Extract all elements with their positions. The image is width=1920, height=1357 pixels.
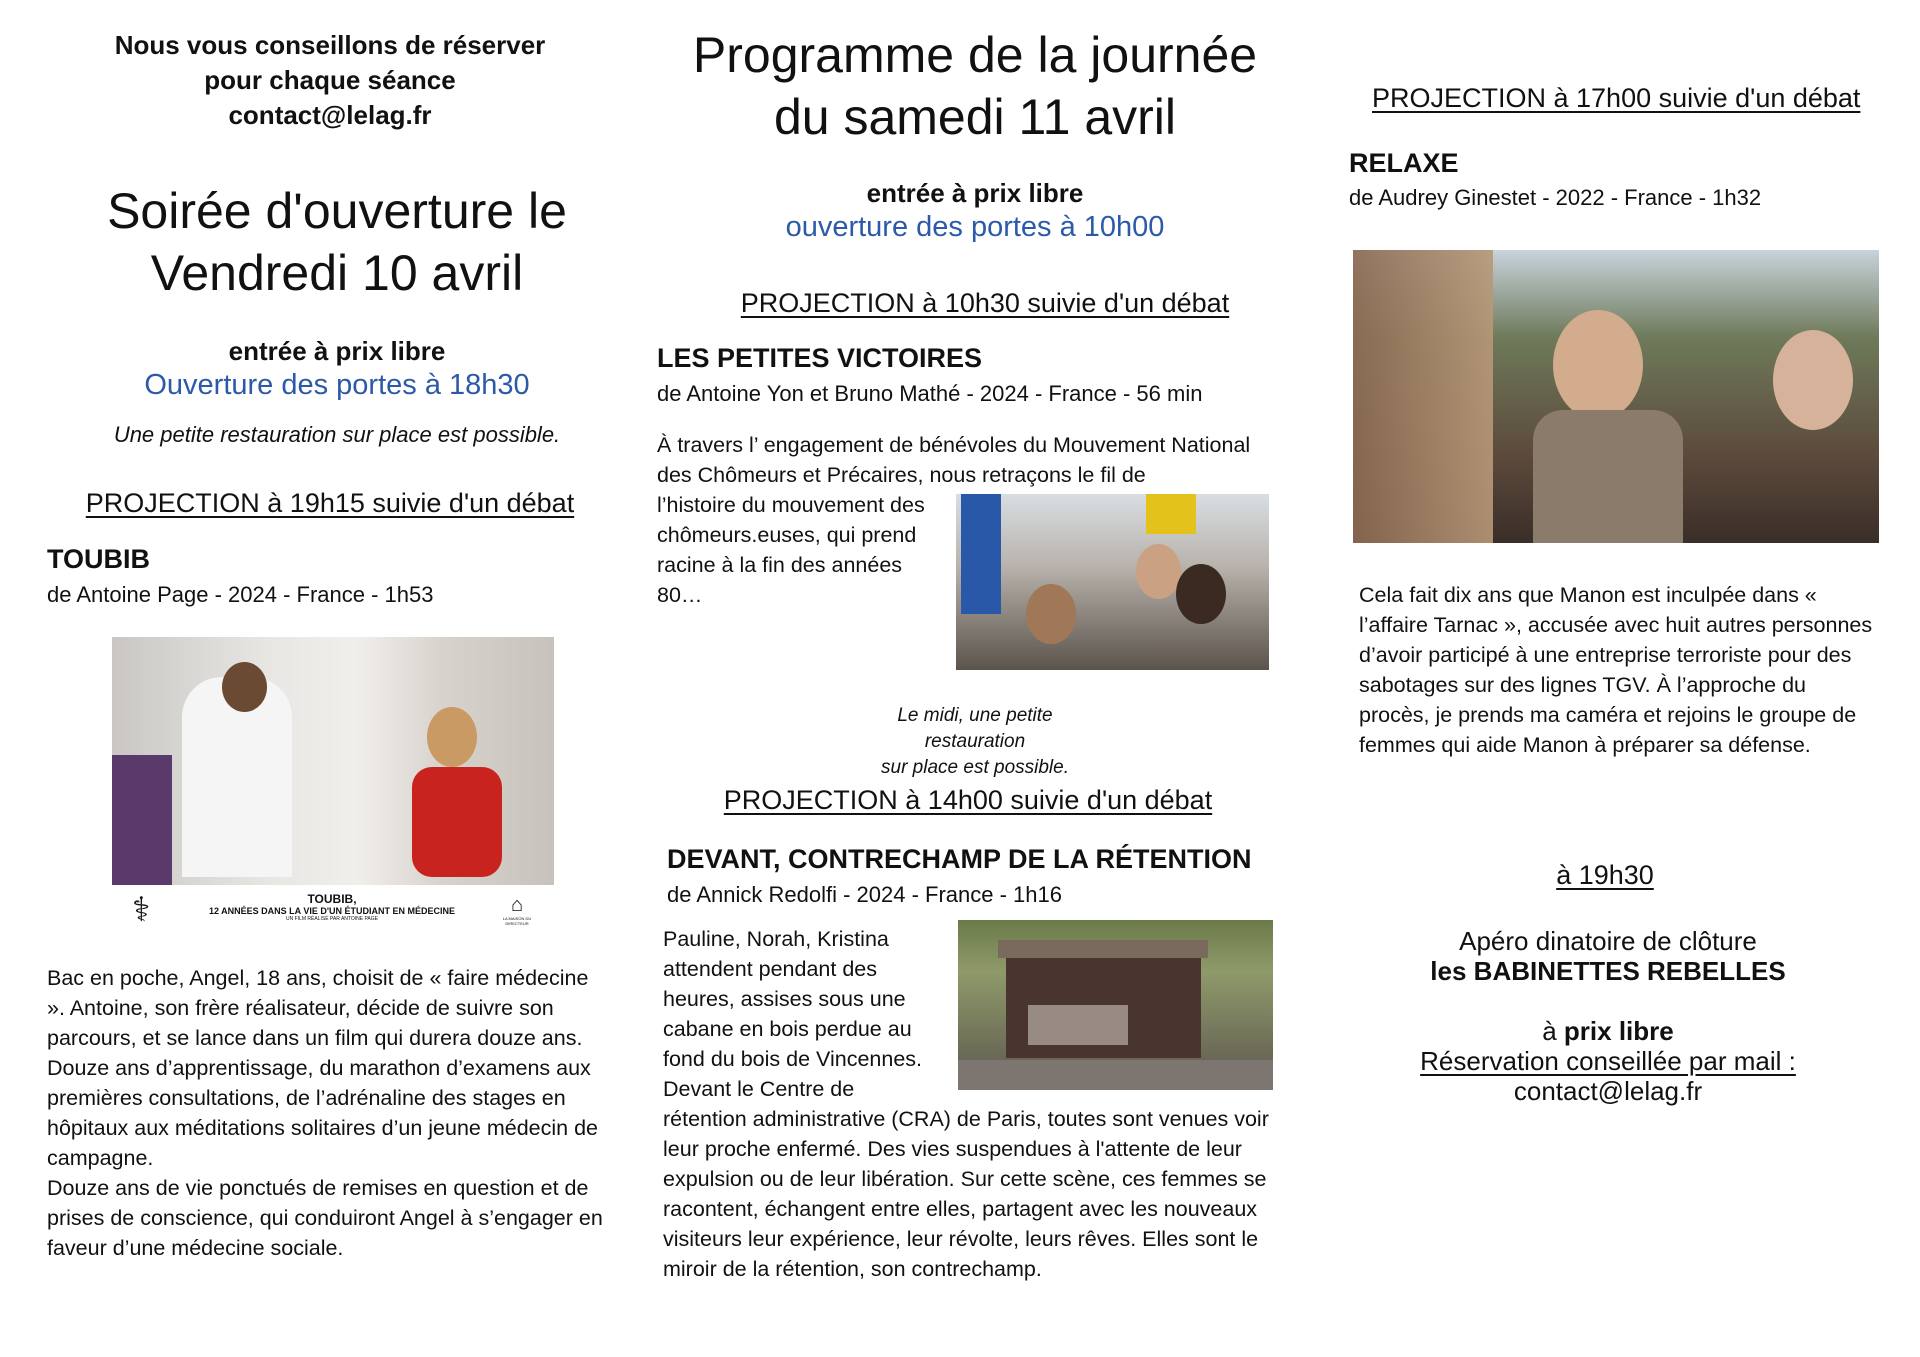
reserve-line: Nous vous conseillons de réserver — [114, 30, 546, 60]
projection-heading: PROJECTION à 10h30 suivie d'un débat — [740, 288, 1230, 318]
film-meta: de Audrey Ginestet - 2022 - France - 1h32 — [1349, 185, 1762, 210]
film1-intro: À travers l’ engagement de bénévoles du Mouvement National des Chômeurs et Précaires, nous retraçons le fil de — [657, 433, 1251, 487]
film1-synopsis: l’histoire du mouvement des chômeurs.euses, qui prend racine à la fin des années 80… — [657, 493, 925, 607]
contact-email[interactable]: contact@lelag.fr — [228, 100, 432, 130]
projection-heading: PROJECTION à 17h00 suivie d'un débat — [1372, 83, 1861, 113]
lunch-line: sur place est possible. — [881, 757, 1069, 778]
title-line: Vendredi 10 avril — [150, 245, 524, 301]
band-name: les BABINETTES REBELLES — [1430, 956, 1786, 986]
petites-victoires-film-still — [956, 494, 1269, 670]
title-line: du samedi 11 avril — [773, 89, 1177, 145]
title-line: Soirée d'ouverture le — [107, 183, 567, 239]
closing-event — [1360, 926, 1856, 1106]
poster-title: TOUBIB, — [307, 892, 357, 906]
house-logo-icon: ⌂ — [510, 894, 524, 916]
film-meta: de Annick Redolfi - 2024 - France - 1h16 — [667, 882, 1063, 907]
reservation-notice — [47, 28, 613, 133]
apero-label: Apéro dinatoire de clôture — [1459, 926, 1757, 956]
closing-time: à 19h30 — [1556, 860, 1654, 890]
lunch-note — [860, 703, 1090, 781]
reserve-line: pour chaque séance — [204, 65, 456, 95]
film-meta: de Antoine Page - 2024 - France - 1h53 — [47, 582, 434, 607]
relaxe-synopsis: Cela fait dix ans que Manon est inculpée dans « l’affaire Tarnac », accusée avec huit autres personnes d’avoir participé à une entreprise terroriste pour des sabotages sur des lignes TGV. À l’approche du procès, je prends ma caméra et rejoins le groupe de femmes qui aide Manon à préparer sa défense. — [1359, 583, 1873, 757]
doors-time: Ouverture des portes à 18h30 — [144, 369, 530, 401]
film-title: RELAXE — [1349, 148, 1459, 178]
price-label: prix libre — [1563, 1016, 1674, 1046]
lunch-line: Le midi, une petite restauration — [897, 705, 1053, 752]
film2-synopsis: rétention administrative (CRA) de Paris, toutes sont venues voir leur proche enfermé. Des vies suspendues à l'attente de leur expulsion ou de leur libération. Sur cette scène, ces femmes se racontent, échangent entre elles, partagent avec les nouveaux visiteurs leur expérience, leur révolte, leurs rêves. Elles sont le miroir de la rétention, son contrechamp. — [663, 1107, 1269, 1281]
toubib-film-still — [112, 637, 554, 885]
poster-logo-text: LA MAISON DU DIRECTEUR — [502, 916, 532, 926]
title-line: Programme de la journée — [692, 27, 1258, 83]
opening-title — [47, 180, 627, 304]
entry-price: entrée à prix libre — [866, 178, 1084, 208]
film2-intro: Pauline, Norah, Kristina attendent pendant des heures, assises sous une cabane en bois perdue au fond du bois de Vincennes. Devant le Centre de — [663, 927, 922, 1101]
film-title: TOUBIB — [47, 544, 151, 574]
contact-email[interactable]: contact@lelag.fr — [1513, 1076, 1703, 1106]
price-prefix: à — [1542, 1016, 1564, 1046]
entry-price: entrée à prix libre — [228, 336, 446, 366]
poster-subtitle: 12 ANNÉES DANS LA VIE D'UN ÉTUDIANT EN MÉDECINE — [208, 906, 455, 916]
program-title — [660, 24, 1290, 148]
projection-heading: PROJECTION à 14h00 suivie d'un débat — [723, 785, 1213, 815]
toubib-poster-credits — [112, 886, 554, 950]
poster-credit: UN FILM RÉALISÉ PAR ANTOINE PAGE — [286, 916, 378, 922]
film-title: LES PETITES VICTOIRES — [657, 343, 983, 373]
devant-film-still — [958, 920, 1273, 1090]
film-meta: de Antoine Yon et Bruno Mathé - 2024 - France - 56 min — [657, 381, 1203, 406]
film-title: DEVANT, CONTRECHAMP DE LA RÉTENTION — [667, 844, 1252, 874]
projection-heading: PROJECTION à 19h15 suivie d'un débat — [85, 488, 575, 518]
reservation-note: Réservation conseillée par mail : — [1420, 1046, 1796, 1076]
food-note: Une petite restauration sur place est possible. — [113, 422, 561, 447]
doors-time: ouverture des portes à 10h00 — [785, 211, 1165, 243]
toubib-synopsis: Bac en poche, Angel, 18 ans, choisit de « faire médecine ». Antoine, son frère réalisateur, décide de suivre son parcours, et se lance dans un film qui durera douze ans. Douze ans d’apprentissage, du marathon d’examens aux premières consultations, de l’adrénaline des stages en hôpitaux aux méditations solitaires d’un jeune médecin de campagne. Douze ans de vie ponctués de remises en question et de prises de conscience, qui conduiront Angel à s’engager en faveur d’une médecine sociale. — [47, 966, 603, 1260]
caduceus-icon: ⚕ — [132, 891, 151, 929]
relaxe-film-still — [1353, 250, 1879, 543]
